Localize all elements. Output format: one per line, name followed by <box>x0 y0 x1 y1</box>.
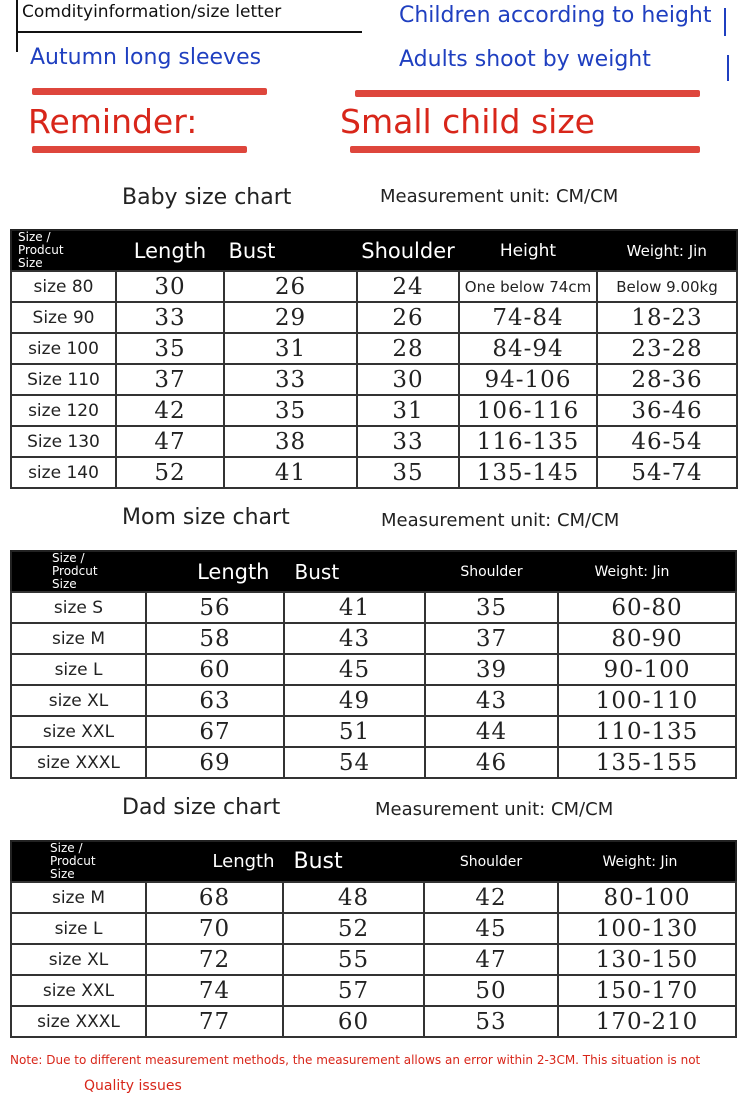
header-weight: Weight: Jin <box>558 841 736 882</box>
header-length: Length <box>116 230 224 271</box>
small-child-label: Small child size <box>340 102 595 141</box>
value-cell: 54-74 <box>597 457 737 488</box>
value-cell: 47 <box>116 426 224 457</box>
value-cell: 35 <box>357 457 459 488</box>
value-cell: 69 <box>146 747 284 778</box>
value-cell: 29 <box>224 302 357 333</box>
table-row <box>11 395 737 426</box>
header-size: Size / Prodcut Size <box>11 841 146 882</box>
table-row <box>11 882 736 913</box>
size-cell: size 80 <box>11 271 116 302</box>
table-row <box>11 944 736 975</box>
table-row <box>11 457 737 488</box>
value-cell: 46 <box>425 747 558 778</box>
table-row <box>11 913 736 944</box>
value-cell: 58 <box>146 623 284 654</box>
table-row <box>11 271 737 302</box>
decor-smear <box>32 88 267 95</box>
header-weight: Weight: Jin <box>597 230 737 271</box>
table-header-row <box>11 841 736 882</box>
mom-table-body <box>11 592 736 778</box>
value-cell: 52 <box>116 457 224 488</box>
decor-bar <box>724 8 726 36</box>
value-cell: 41 <box>224 457 357 488</box>
value-cell: 31 <box>357 395 459 426</box>
size-cell: size L <box>11 654 146 685</box>
value-cell: 51 <box>284 716 425 747</box>
dad-size-table <box>10 840 737 1038</box>
value-cell: 42 <box>424 882 558 913</box>
table-row <box>11 302 737 333</box>
baby-chart-title: Baby size chart <box>122 185 292 210</box>
mom-unit-label: Measurement unit: CM/CM <box>381 510 620 531</box>
value-cell: 31 <box>224 333 357 364</box>
decor-smear <box>32 146 247 153</box>
baby-table-body <box>11 271 737 488</box>
value-cell: 74-84 <box>459 302 597 333</box>
value-cell: 26 <box>357 302 459 333</box>
value-cell: 36-46 <box>597 395 737 426</box>
value-cell: 33 <box>116 302 224 333</box>
value-cell: 110-135 <box>558 716 736 747</box>
table-header-row <box>11 230 737 271</box>
size-cell: size XL <box>11 685 146 716</box>
value-cell: 80-100 <box>558 882 736 913</box>
table-header-row <box>11 551 736 592</box>
value-cell: 24 <box>357 271 459 302</box>
header-bust: Bust <box>224 230 357 271</box>
size-cell: size S <box>11 592 146 623</box>
value-cell: 41 <box>284 592 425 623</box>
size-cell: size XXXL <box>11 747 146 778</box>
table-row <box>11 1006 736 1037</box>
size-cell: Size 90 <box>11 302 116 333</box>
value-cell: 35 <box>425 592 558 623</box>
header-length: Length <box>146 841 283 882</box>
decor-smear <box>355 90 700 97</box>
value-cell: 23-28 <box>597 333 737 364</box>
children-label: Children according to height <box>399 3 712 28</box>
value-cell: 35 <box>224 395 357 426</box>
value-cell: 39 <box>425 654 558 685</box>
size-cell: size M <box>11 623 146 654</box>
value-cell: 77 <box>146 1006 283 1037</box>
value-cell: 50 <box>424 975 558 1006</box>
size-cell: size 100 <box>11 333 116 364</box>
value-cell: 33 <box>224 364 357 395</box>
value-cell: 150-170 <box>558 975 736 1006</box>
size-cell: size XXL <box>11 716 146 747</box>
mom-chart-title: Mom size chart <box>122 505 290 530</box>
header-shoulder: Shoulder <box>357 230 459 271</box>
baby-size-table <box>10 229 738 489</box>
reminder-label: Reminder: <box>28 102 198 141</box>
header-height: Height <box>459 230 597 271</box>
value-cell: 28 <box>357 333 459 364</box>
table-row <box>11 333 737 364</box>
value-cell: 70 <box>146 913 283 944</box>
dad-chart-title: Dad size chart <box>122 795 281 820</box>
table-row <box>11 654 736 685</box>
dad-unit-label: Measurement unit: CM/CM <box>375 799 614 820</box>
table-row <box>11 623 736 654</box>
value-cell: 106-116 <box>459 395 597 426</box>
value-cell: 67 <box>146 716 284 747</box>
size-cell: size 140 <box>11 457 116 488</box>
value-cell: 53 <box>424 1006 558 1037</box>
value-cell: 56 <box>146 592 284 623</box>
commodity-label: Comdityinformation/size letter <box>22 2 282 22</box>
size-cell: size XXXL <box>11 1006 146 1037</box>
header-bust: Bust <box>283 841 424 882</box>
size-cell: size XL <box>11 944 146 975</box>
value-cell: 28-36 <box>597 364 737 395</box>
value-cell: 130-150 <box>558 944 736 975</box>
header-size: Size / Prodcut Size <box>11 551 146 592</box>
value-cell: 30 <box>116 271 224 302</box>
value-cell: 46-54 <box>597 426 737 457</box>
header-bust: Bust <box>284 551 425 592</box>
value-cell: 49 <box>284 685 425 716</box>
decor-bar <box>727 55 729 81</box>
size-cell: size L <box>11 913 146 944</box>
size-cell: size 120 <box>11 395 116 426</box>
size-cell: size XXL <box>11 975 146 1006</box>
value-cell: 38 <box>224 426 357 457</box>
value-cell: 37 <box>425 623 558 654</box>
header-weight: Weight: Jin <box>558 551 736 592</box>
value-cell: 52 <box>283 913 424 944</box>
value-cell: 72 <box>146 944 283 975</box>
value-cell: 37 <box>116 364 224 395</box>
autumn-label: Autumn long sleeves <box>30 45 262 70</box>
footer-note: Note: Due to different measurement methods, the measurement allows an error within 2-3CM. This situation is not <box>10 1053 701 1067</box>
value-cell: 80-90 <box>558 623 736 654</box>
value-cell: 55 <box>283 944 424 975</box>
value-cell: 100-110 <box>558 685 736 716</box>
value-cell: 43 <box>284 623 425 654</box>
value-cell: 35 <box>116 333 224 364</box>
value-cell: Below 9.00kg <box>597 271 737 302</box>
value-cell: One below 74cm <box>459 271 597 302</box>
value-cell: 30 <box>357 364 459 395</box>
size-cell: Size 130 <box>11 426 116 457</box>
header-shoulder: Shoulder <box>424 841 558 882</box>
value-cell: 57 <box>283 975 424 1006</box>
value-cell: 54 <box>284 747 425 778</box>
value-cell: 45 <box>284 654 425 685</box>
table-row <box>11 747 736 778</box>
footer-quality-note: Quality issues <box>84 1078 182 1094</box>
value-cell: 47 <box>424 944 558 975</box>
table-row <box>11 975 736 1006</box>
table-row <box>11 426 737 457</box>
adults-label: Adults shoot by weight <box>399 47 651 72</box>
value-cell: 33 <box>357 426 459 457</box>
value-cell: 18-23 <box>597 302 737 333</box>
value-cell: 60 <box>146 654 284 685</box>
value-cell: 90-100 <box>558 654 736 685</box>
value-cell: 48 <box>283 882 424 913</box>
value-cell: 26 <box>224 271 357 302</box>
value-cell: 170-210 <box>558 1006 736 1037</box>
value-cell: 60-80 <box>558 592 736 623</box>
value-cell: 135-155 <box>558 747 736 778</box>
size-cell: size M <box>11 882 146 913</box>
table-row <box>11 364 737 395</box>
size-cell: Size 110 <box>11 364 116 395</box>
value-cell: 43 <box>425 685 558 716</box>
table-row <box>11 685 736 716</box>
value-cell: 60 <box>283 1006 424 1037</box>
value-cell: 74 <box>146 975 283 1006</box>
dad-table-body <box>11 882 736 1037</box>
value-cell: 94-106 <box>459 364 597 395</box>
table-row <box>11 716 736 747</box>
decor-smear <box>350 146 700 153</box>
baby-unit-label: Measurement unit: CM/CM <box>380 186 619 207</box>
header-size: Size / Prodcut Size <box>11 230 116 271</box>
mom-size-table <box>10 550 737 779</box>
value-cell: 100-130 <box>558 913 736 944</box>
value-cell: 44 <box>425 716 558 747</box>
value-cell: 42 <box>116 395 224 426</box>
header-length: Length <box>146 551 284 592</box>
value-cell: 68 <box>146 882 283 913</box>
value-cell: 135-145 <box>459 457 597 488</box>
value-cell: 116-135 <box>459 426 597 457</box>
value-cell: 63 <box>146 685 284 716</box>
value-cell: 45 <box>424 913 558 944</box>
header-shoulder: Shoulder <box>425 551 558 592</box>
table-row <box>11 592 736 623</box>
value-cell: 84-94 <box>459 333 597 364</box>
